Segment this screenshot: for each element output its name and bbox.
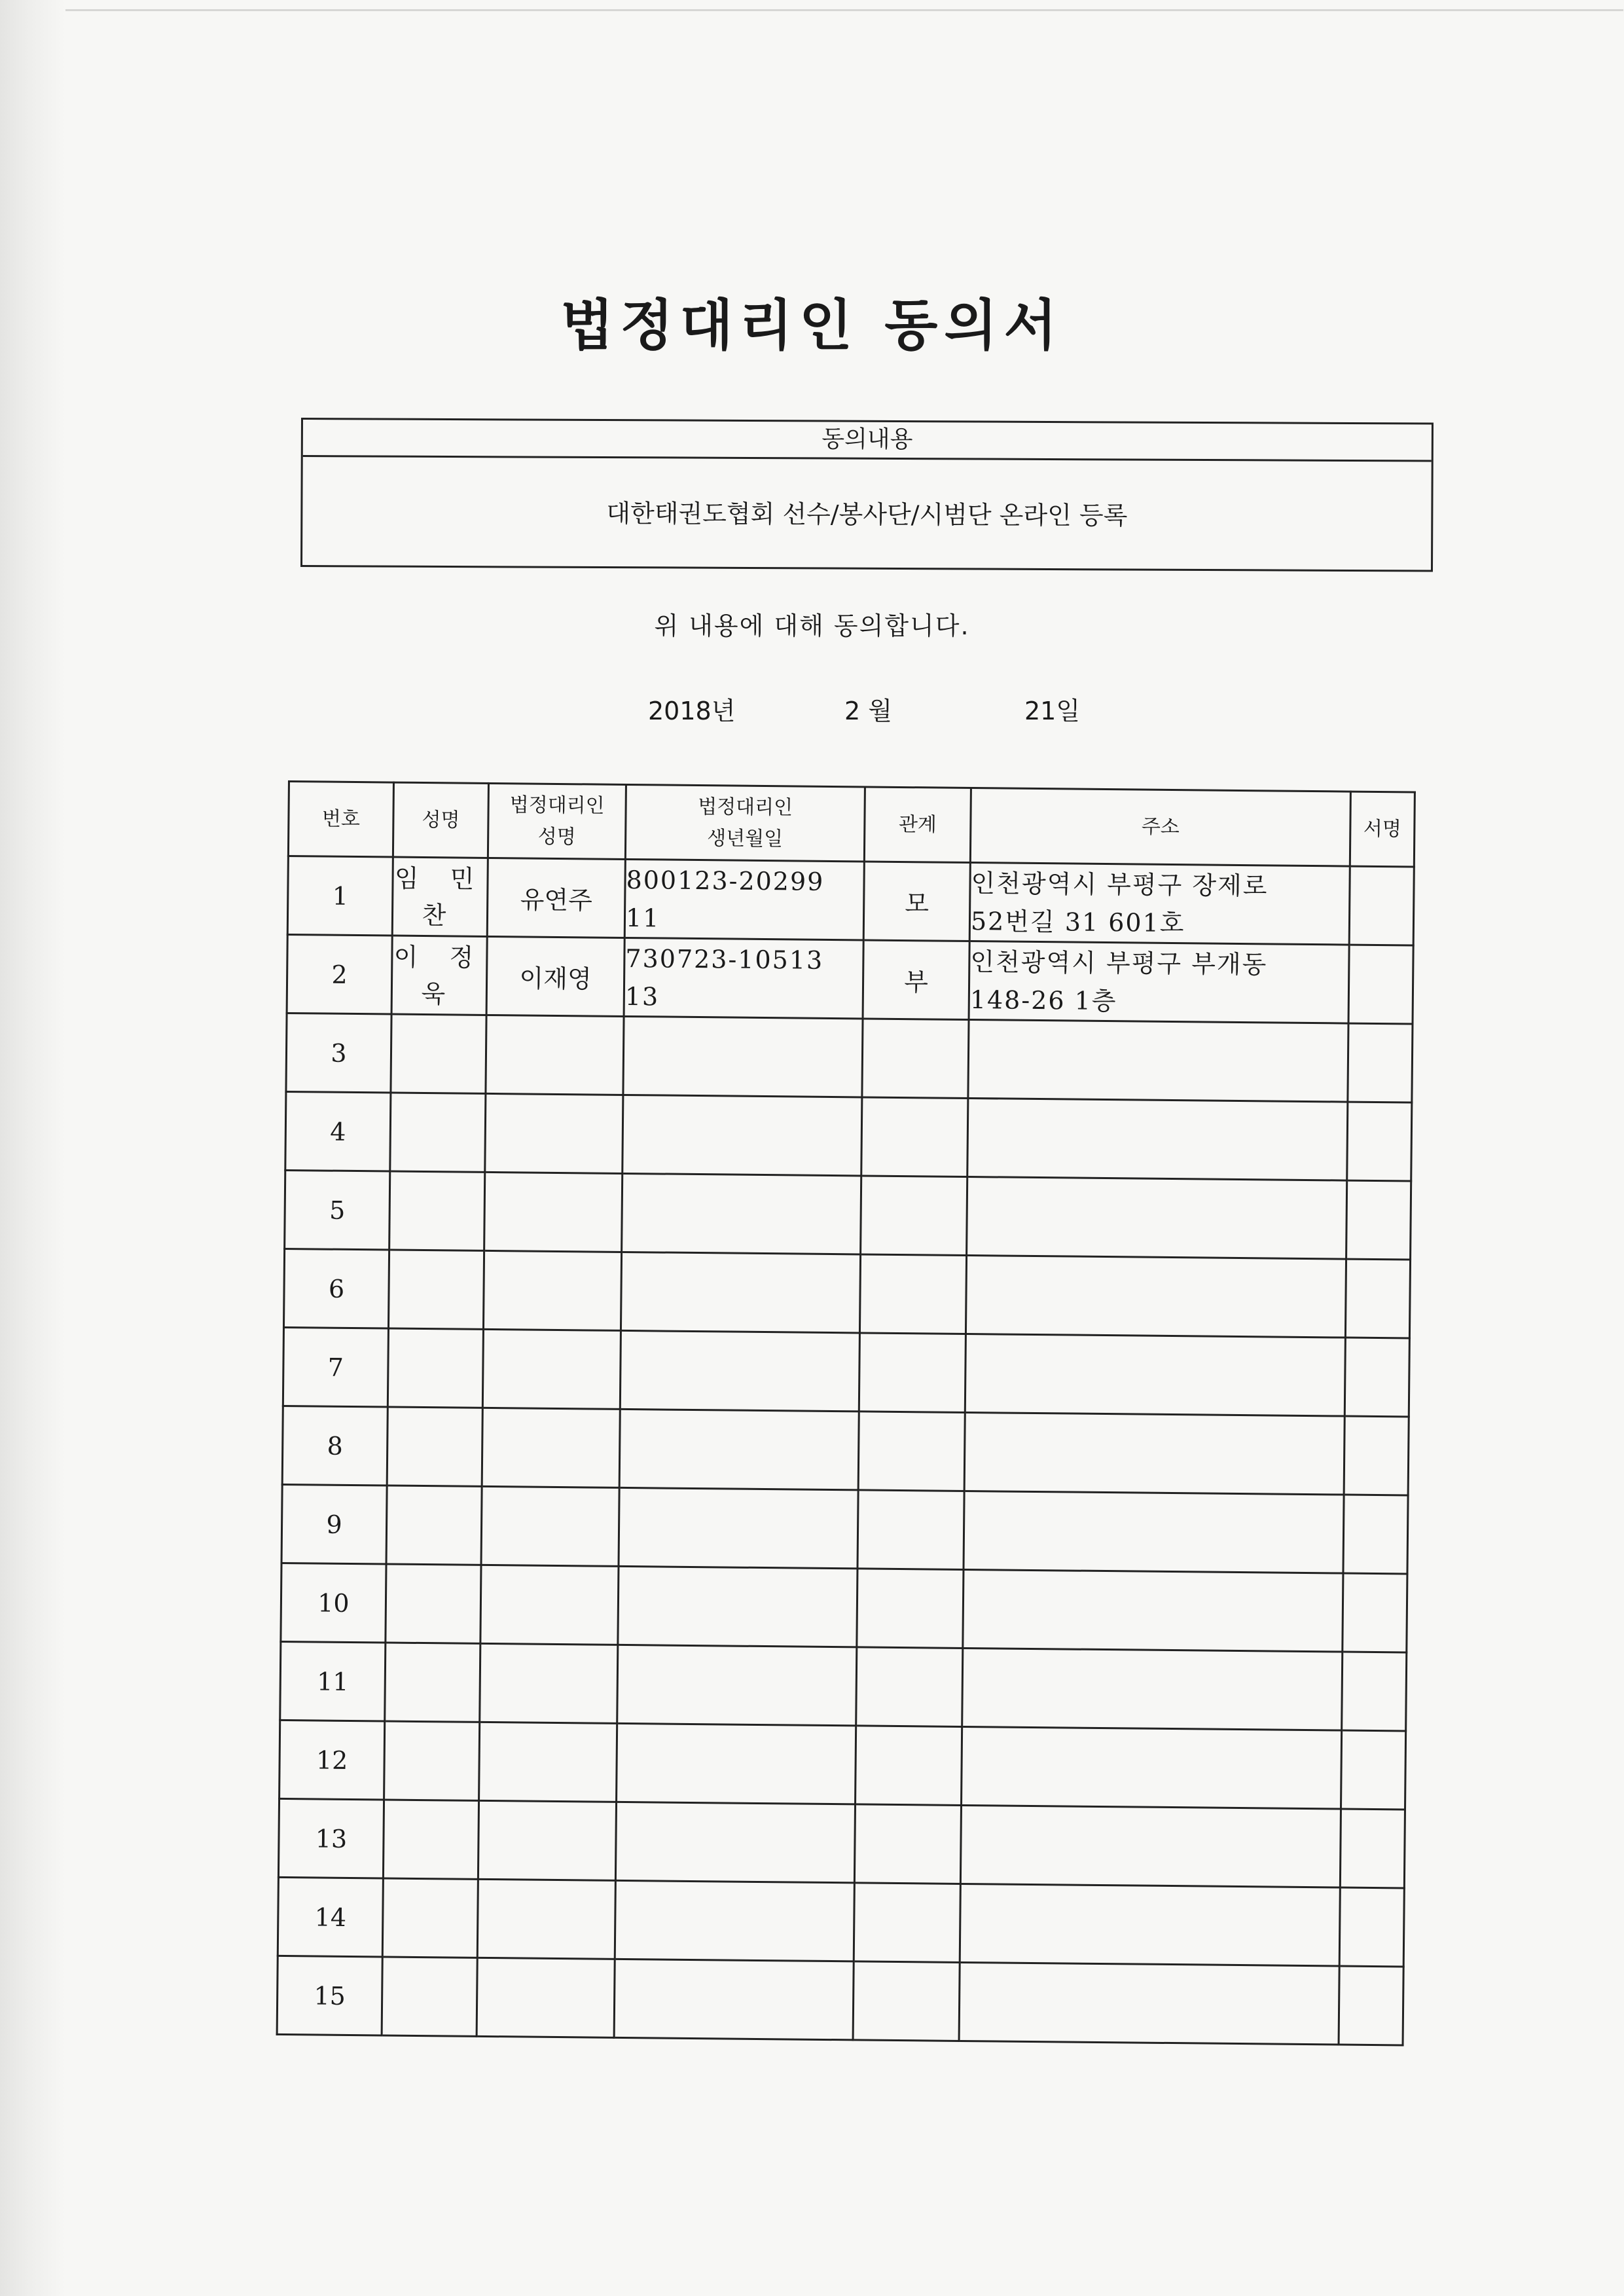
cell-name [387,1407,482,1486]
cell-guardian-birth [619,1487,858,1568]
table-row [287,935,1413,1025]
cell-address-address-l2 [967,1294,1345,1298]
cell-guardian-name-guardian [486,1133,622,1134]
cell-relation-relation [862,1215,966,1216]
cell-no [280,1720,385,1800]
cell-guardian-name [485,1093,623,1173]
cell-no [283,1327,388,1407]
cell-name-name-l2 [383,1996,476,1997]
header-guardian-birth-line2: 생년월일 [707,826,784,850]
date-day: 21일 [1024,697,1081,725]
cell-name-name-l1: 임 민 [394,864,486,894]
cell-name-name-l1 [390,1289,483,1290]
cell-address [964,1412,1344,1495]
cell-address-address-l1 [965,1451,1343,1455]
cell-guardian-birth [620,1330,859,1411]
cell-address-address-l2 [960,2001,1338,2005]
cell-guardian-birth-birth-l2 [620,1527,857,1529]
cell-no [278,1877,383,1957]
cell-guardian-birth-birth-l2 [624,1134,861,1136]
cell-name-name-l1 [392,1053,485,1054]
cell-guardian-name-guardian [482,1525,618,1527]
date-year: 2018년 [648,697,736,725]
table-body [277,856,1414,2045]
cell-guardian-birth [623,1016,863,1097]
cell-guardian-birth-birth-l2 [623,1212,860,1214]
cell-guardian-birth-birth-l2 [616,1920,853,1922]
cell-guardian-name [482,1329,621,1409]
cell-name [386,1564,481,1643]
cell-address [960,1884,1340,1966]
header-relation-line1: 관계 [898,812,937,837]
table-header-row [288,782,1415,867]
cell-address-address-l1 [968,1216,1346,1220]
header-guardian-name-line2: 성명 [537,825,576,848]
header-address-line1: 주소 [1141,815,1180,839]
cell-no [282,1406,388,1485]
cell-no-no: 6 [328,1274,345,1303]
cell-no [285,1170,390,1250]
date-month: 2 월 [844,697,892,725]
cell-address [967,1098,1348,1180]
cell-guardian-name-guardian [482,1604,617,1605]
cell-relation-relation [861,1294,965,1295]
cell-name [388,1250,484,1329]
cell-guardian-birth-birth-l2 [619,1684,856,1686]
cell-address-address-l1 [963,1766,1341,1770]
cell-guardian-name [486,1015,624,1095]
cell-signature [1344,1338,1409,1417]
cell-name [384,1721,480,1800]
cell-name [383,1800,478,1879]
cell-guardian-birth [622,1173,861,1254]
cell-signature [1341,1730,1405,1810]
cell-signature [1346,1180,1411,1260]
header-name-line1: 성명 [422,808,460,832]
cell-address-address-l1 [964,1687,1341,1691]
cell-relation [861,1097,968,1177]
cell-guardian-birth-birth-l1 [624,1055,861,1057]
cell-guardian-name-guardian [479,1840,615,1841]
cell-address-address-l1 [969,1059,1347,1063]
cell-signature [1348,1023,1413,1102]
cell-no [287,856,393,936]
cell-address-address-l2 [966,1373,1344,1377]
header-no [288,782,393,858]
table-row [283,1327,1409,1417]
cell-guardian-birth [615,1802,855,1882]
cell-guardian-birth-birth-l1 [623,1291,859,1293]
cell-no [281,1484,387,1564]
cell-relation-relation: 부 [904,968,929,997]
consent-content: 대한태권도협회 선수/봉사단/시범단 온라인 등록 [606,499,1128,530]
cell-signature-signature [1345,1455,1407,1456]
cell-address-address-l2 [965,1530,1343,1534]
cell-relation-relation [855,1922,959,1923]
cell-address [959,1962,1339,2045]
cell-no-no: 5 [329,1195,346,1225]
cell-signature [1348,945,1413,1024]
table-row [277,1956,1403,2045]
cell-name [385,1643,480,1722]
header-signature [1350,792,1415,867]
table-row [285,1170,1411,1260]
cell-address [965,1334,1345,1416]
cell-address [960,1805,1341,1887]
cell-guardian-birth-birth-l1 [624,1134,861,1136]
cell-relation [863,940,969,1020]
cell-no-no: 12 [316,1745,348,1775]
cell-relation-relation [857,1765,961,1766]
consent-header: 동의내용 [303,420,1432,462]
cell-name [389,1171,485,1250]
cell-guardian-birth [619,1409,859,1489]
cell-name-name-l2 [384,1839,477,1840]
cell-name [382,1957,477,2036]
cell-guardian-birth-birth-l2 [619,1605,856,1607]
cell-name-name-l2 [386,1760,478,1761]
cell-guardian-birth [623,1095,862,1175]
cell-signature-signature [1340,2005,1402,2006]
cell-address-address-l2 [964,1687,1341,1691]
cell-name [392,857,488,936]
cell-address-address-l2 [964,1609,1342,1613]
cell-address-address-l1 [962,1844,1339,1848]
cell-signature [1343,1495,1408,1574]
cell-relation [859,1333,965,1413]
cell-relation [853,1961,960,2041]
cell-signature-signature [1348,1141,1411,1142]
cell-guardian-birth [617,1723,856,1804]
cell-name-name-l2 [391,1132,484,1133]
table-row [278,1877,1404,1967]
cell-signature [1340,1809,1405,1888]
cell-guardian-birth-birth-l1 [615,1998,852,2000]
cell-signature-signature [1350,905,1413,906]
cell-no-no: 1 [332,881,349,911]
cell-address-address-l1 [960,2001,1338,2005]
cell-address-address-l2 [962,1844,1339,1848]
cell-address [967,1176,1347,1259]
cell-name [388,1328,483,1408]
cell-guardian-name-guardian [485,1290,621,1291]
consent-box [300,418,1434,572]
cell-no-no: 11 [316,1666,349,1696]
table-row [281,1563,1407,1652]
cell-signature [1339,1966,1403,2045]
cell-address-address-l2: 52번길 31 601호 [970,906,1185,938]
header-guardian-name-line1: 법정대리인 [509,793,605,818]
cell-guardian-name-guardian [487,1054,623,1055]
cell-guardian-name-guardian [478,1997,613,1998]
roster-table-wrap [276,780,1414,2046]
cell-signature [1345,1259,1410,1338]
cell-no-no: 14 [314,1902,347,1932]
cell-relation-relation [854,2001,958,2002]
cell-address-address-l2 [961,1923,1339,1927]
cell-signature-signature [1350,984,1412,985]
table-row [287,856,1414,946]
cell-guardian-birth-birth-l1: 800123-20299 [626,865,825,896]
cell-name-name-l1 [386,1682,479,1683]
cell-guardian-birth [624,859,864,939]
cell-relation-relation [859,1451,964,1452]
cell-guardian-name [481,1486,619,1566]
cell-relation-relation: 모 [905,889,929,919]
cell-no-no: 7 [327,1353,344,1382]
cell-guardian-name-guardian [480,1761,616,1762]
cell-guardian-birth-birth-l2: 13 [624,981,660,1011]
cell-address [962,1648,1343,1730]
cell-guardian-name [480,1565,619,1645]
cell-name-name-l2: 찬 [422,900,458,930]
cell-guardian-name [482,1408,620,1487]
cell-relation [859,1254,966,1334]
cell-guardian-birth-birth-l2 [617,1841,854,1843]
table-row [280,1641,1407,1731]
cell-address [963,1569,1343,1652]
cell-guardian-birth [615,1880,854,1961]
cell-guardian-birth-birth-l1 [621,1448,857,1450]
table-row [282,1406,1409,1495]
cell-guardian-birth-birth-l1: 730723-10513 [625,943,824,975]
cell-guardian-name [483,1250,621,1330]
cell-guardian-birth-birth-l2 [615,1998,852,2000]
cell-signature-signature [1341,1848,1403,1849]
cell-name-name-l1 [384,1839,477,1840]
cell-guardian-name [486,936,624,1016]
cell-relation [858,1412,965,1491]
cell-no-no: 4 [330,1117,346,1146]
cell-address-address-l1 [961,1923,1339,1927]
cell-guardian-birth [614,1959,854,2039]
table-row [280,1720,1406,1810]
cell-no [283,1248,389,1328]
cell-no-no: 8 [327,1431,344,1461]
cell-name-name-l1 [387,1603,480,1604]
cell-no [286,1013,391,1093]
cell-guardian-name-guardian: 이재영 [519,964,592,994]
cell-relation-relation [860,1372,964,1374]
cell-guardian-name-guardian [478,1918,614,1920]
cell-relation [856,1726,962,1806]
cell-no-no: 15 [314,1980,346,2011]
cell-name [391,936,487,1015]
cell-name-name-l2 [390,1289,483,1290]
cell-signature-signature [1343,1691,1405,1692]
cell-guardian-name-guardian: 유연주 [520,885,593,915]
cell-guardian-name [487,858,625,938]
cell-guardian-birth-birth-l1 [619,1605,856,1607]
cell-relation [857,1569,964,1649]
cell-relation-relation [859,1529,963,1531]
cell-no-no: 13 [315,1823,348,1853]
cell-relation-relation [863,1058,967,1059]
cell-name-name-l1 [391,1132,484,1133]
cell-address-address-l2 [963,1766,1341,1770]
cell-address-address-l1 [967,1294,1345,1298]
cell-relation [863,862,970,941]
cell-name-name-l2: 욱 [421,979,458,1008]
cell-name [390,1093,486,1172]
cell-name [386,1485,482,1565]
cell-address-address-l2 [968,1216,1346,1220]
cell-no-no: 2 [331,960,348,989]
cell-no [285,1091,391,1171]
cell-signature [1342,1652,1407,1731]
cell-address-address-l1 [966,1373,1344,1377]
cell-name-name-l2 [388,1446,481,1447]
cell-address-address-l2 [969,1059,1347,1063]
table-row [283,1248,1410,1338]
cell-guardian-birth [624,938,863,1018]
cell-no-no: 10 [317,1588,350,1618]
cell-guardian-birth-birth-l1 [616,1920,853,1922]
cell-signature [1339,1887,1404,1967]
header-no-line1: 번호 [321,807,361,831]
cell-no [287,935,392,1015]
cell-address [964,1491,1344,1573]
cell-guardian-birth-birth-l1 [620,1527,857,1529]
cell-guardian-birth [618,1566,857,1647]
cell-relation [854,1883,960,1963]
cell-no [278,1798,384,1878]
table-row [286,1013,1413,1102]
cell-relation [862,1019,969,1099]
cell-no [281,1563,386,1643]
cell-guardian-birth-birth-l2 [621,1448,857,1450]
cell-address-address-l1 [965,1530,1343,1534]
cell-guardian-birth-birth-l1 [617,1841,854,1843]
header-name [393,782,488,858]
scan-top-edge [65,9,1623,11]
cell-guardian-name [477,1958,615,2037]
cell-address-address-l1: 인천광역시 부평구 부개동 [970,947,1268,979]
cell-guardian-name [477,1879,615,1959]
table-row [278,1798,1405,1888]
cell-guardian-name [480,1643,618,1723]
cell-relation [854,1804,961,1884]
cell-name-name-l2 [392,1053,485,1054]
cell-guardian-name [478,1800,616,1880]
cell-relation-relation [857,1686,962,1688]
document-title: 법정대리인 동의서 [560,293,1064,357]
cell-name-name-l1: 이 정 [393,942,486,972]
cell-name-name-l1 [388,1446,481,1447]
cell-guardian-birth-birth-l2 [621,1370,858,1372]
cell-address [969,941,1349,1024]
cell-guardian-birth-birth-l2: 11 [625,903,660,932]
cell-guardian-birth-birth-l2 [624,1055,861,1057]
cell-address [969,863,1350,945]
agree-sentence: 위 내용에 대해 동의합니다. [654,611,970,640]
cell-no [280,1641,386,1721]
cell-relation [861,1176,967,1256]
table-row [285,1091,1412,1181]
cell-signature [1344,1416,1409,1495]
cell-signature [1343,1573,1407,1652]
cell-relation [856,1647,963,1727]
cell-guardian-name [484,1172,623,1252]
cell-guardian-birth-birth-l1 [621,1370,858,1372]
cell-guardian-birth [621,1252,860,1332]
cell-name [382,1878,478,1958]
cell-address [968,1020,1348,1102]
header-guardian-birth [625,784,865,861]
roster-table [276,780,1416,2046]
cell-guardian-birth-birth-l1 [619,1684,856,1686]
cell-relation-relation [863,1137,967,1138]
cell-relation [857,1490,964,1570]
table-row [281,1484,1408,1574]
cell-address-address-l1 [969,1138,1346,1142]
cell-guardian-name-guardian [481,1683,617,1684]
header-signature-line1: 서명 [1363,817,1402,841]
cell-name [391,1014,486,1093]
cell-guardian-birth-birth-l2 [623,1291,859,1293]
cell-signature-signature [1344,1534,1407,1535]
cell-address [962,1726,1342,1809]
cell-address-address-l2 [969,1138,1346,1142]
cell-signature [1347,1102,1412,1181]
cell-guardian-birth-birth-l2 [618,1762,855,1764]
cell-address-address-l1: 인천광역시 부평구 장제로 [971,868,1269,900]
cell-name-name-l1 [383,1996,476,1997]
cell-name-name-l1 [386,1760,478,1761]
cell-signature [1349,866,1414,945]
cell-guardian-name-guardian [484,1368,619,1370]
cell-no-no: 3 [331,1038,347,1068]
cell-no [277,1956,382,2035]
cell-guardian-name [479,1722,617,1802]
cell-address [965,1255,1346,1338]
cell-signature-signature [1346,1298,1409,1299]
header-address [970,788,1350,867]
cell-relation-relation [856,1844,960,1845]
cell-address-address-l2 [965,1451,1343,1455]
header-guardian-birth-line1: 법정대리인 [698,795,793,819]
cell-guardian-birth-birth-l1 [623,1212,860,1214]
header-guardian-name [488,783,626,859]
header-relation [864,787,971,863]
cell-guardian-name-guardian [486,1211,621,1212]
cell-address-address-l2: 148-26 1층 [969,985,1117,1015]
cell-guardian-birth-birth-l1 [618,1762,855,1764]
cell-address-address-l1 [964,1609,1342,1613]
cell-guardian-birth [617,1645,857,1725]
cell-relation-relation [858,1608,962,1609]
cell-no-no: 9 [326,1510,342,1539]
cell-guardian-name-guardian [483,1447,619,1448]
cell-name-name-l2 [387,1603,480,1604]
cell-name-name-l2 [386,1682,479,1683]
